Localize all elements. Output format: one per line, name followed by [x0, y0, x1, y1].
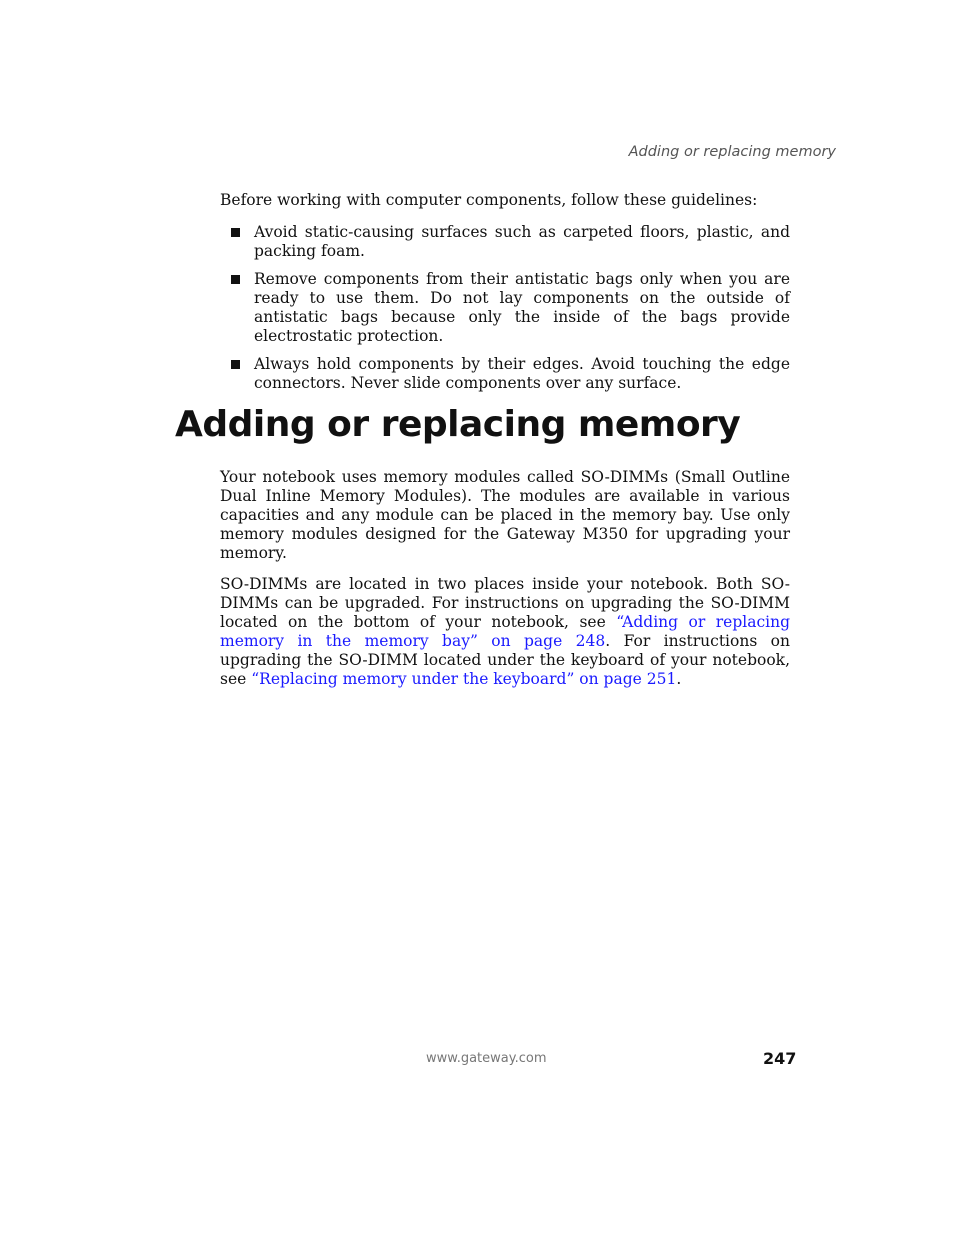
bullet-text: Avoid static-causing surfaces such as carpeted floors, plastic, and packing foam. [254, 223, 790, 260]
guidelines-block [220, 191, 790, 402]
paragraph-modules: Your notebook uses memory modules called SO-DIMMs (Small Outline Dual Inline Memory Modules). The modules are available in various capacities and any module can be placed in the memory bay. Use only memory modules designed for the Gateway M350 for upgrading your memory. [220, 468, 790, 562]
paragraph-text: . For instructions on upgrading the SO-DIMM located under the keyboard of your notebook, see [220, 632, 790, 688]
square-bullet-icon [231, 275, 240, 284]
footer-url: www.gateway.com [426, 1051, 547, 1066]
guidelines-intro: Before working with computer components, follow these guidelines: [220, 191, 758, 209]
square-bullet-icon [231, 360, 240, 369]
square-bullet-icon [231, 228, 240, 237]
list-item [220, 270, 790, 346]
page-number: 247 [763, 1049, 797, 1068]
running-head: Adding or replacing memory [628, 144, 836, 160]
guidelines-list [220, 223, 790, 393]
section-title: Adding or replacing memory [175, 404, 741, 445]
list-item [220, 355, 790, 393]
link-memory-bay[interactable]: “Adding or replacing memory in the memory bay” on page 248 [220, 613, 790, 650]
section-body [220, 468, 790, 701]
paragraph-text: SO-DIMMs are located in two places inside your notebook. Both SO-DIMMs can be upgraded. For instructions on upgrading the SO-DIMM located on the bottom of your notebook, see [220, 575, 790, 631]
link-under-keyboard[interactable]: “Replacing memory under the keyboard” on page 251 [251, 670, 677, 688]
bullet-text: Remove components from their antistatic bags only when you are ready to use them. Do not lay components on the outside of antistatic bags because only the inside of the bags provide electrostatic protection. [254, 270, 790, 345]
paragraph-locations [220, 575, 790, 689]
list-item [220, 223, 790, 261]
paragraph-text: . [676, 670, 682, 688]
bullet-text: Always hold components by their edges. Avoid touching the edge connectors. Never slide components over any surface. [254, 355, 790, 392]
